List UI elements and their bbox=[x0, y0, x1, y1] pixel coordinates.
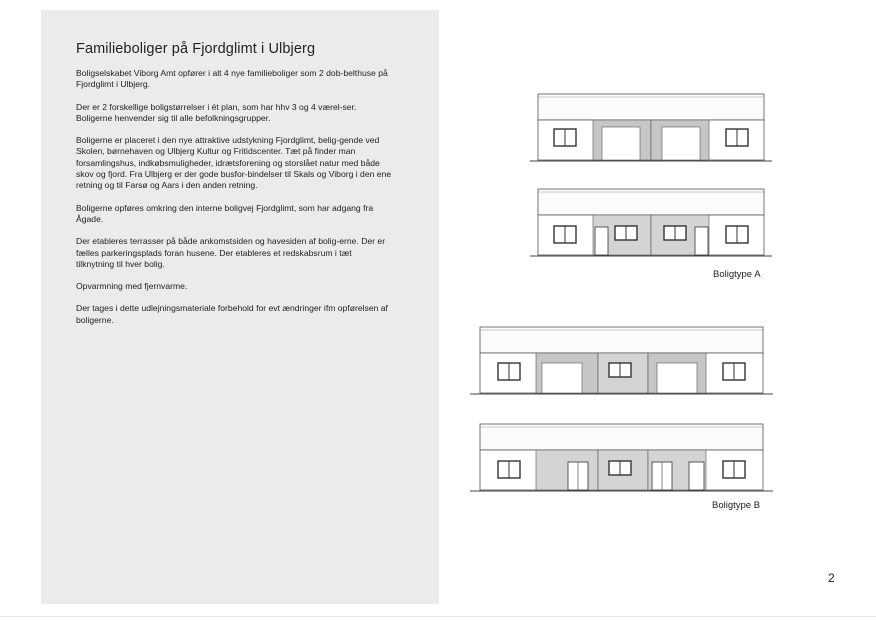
paragraph: Boligerne er placeret i den nye attraktive udstykning Fjordglimt, belig-gende ved Skolen, børnehaven og Ulbjerg Kultur og Fritidscenter. Tæt på finder man forsamlingshus, indkøbsmuligheder, idrætsforening og storslået natur med både skov og fjord. Fra Ulbjerg er der gode busfor-bindelser til Skals og Viborg i den ene retning og til Farsø og Aars i den anden retning. bbox=[76, 135, 392, 191]
elevation-type-a-garden bbox=[530, 189, 772, 256]
page-number: 2 bbox=[828, 571, 835, 585]
paragraph: Boligselskabet Viborg Amt opfører i alt 4 nye familieboliger som 2 dob-belthuse på Fjordglimt i Ulbjerg. bbox=[76, 68, 388, 90]
paragraph: Boligerne opføres omkring den interne boligvej Fjordglimt, som har adgang fra Ågade. bbox=[76, 202, 374, 224]
elevation-type-b-garden bbox=[470, 424, 773, 491]
paragraph: Der er 2 forskellige boligstørrelser i ét plan, som har hhv 3 og 4 værel-ser. Boligerne henvender sig til alle befolkningsgrupper. bbox=[76, 101, 357, 123]
paragraph: Opvarmning med fjernvarme. bbox=[76, 281, 188, 292]
paragraph: Der tages i dette udlejningsmateriale forbehold for evt ændringer ifm opførelsen af boligerne. bbox=[76, 303, 388, 325]
caption-type-b: Boligtype B bbox=[712, 500, 761, 511]
caption-type-a: Boligtype A bbox=[713, 269, 761, 280]
elevation-type-b-front bbox=[470, 327, 773, 394]
divider bbox=[0, 616, 876, 617]
paragraph: Der etableres terrasser på både ankomstsiden og havesiden af bolig-erne. Der er fælles parkeringsplads foran husene. Der etableres et redskabsrum i tæt tilknytning til hver bolig. bbox=[76, 236, 386, 269]
elevation-type-a-front bbox=[530, 94, 772, 161]
page-title: Familieboliger på Fjordglimt i Ulbjerg bbox=[76, 41, 316, 57]
